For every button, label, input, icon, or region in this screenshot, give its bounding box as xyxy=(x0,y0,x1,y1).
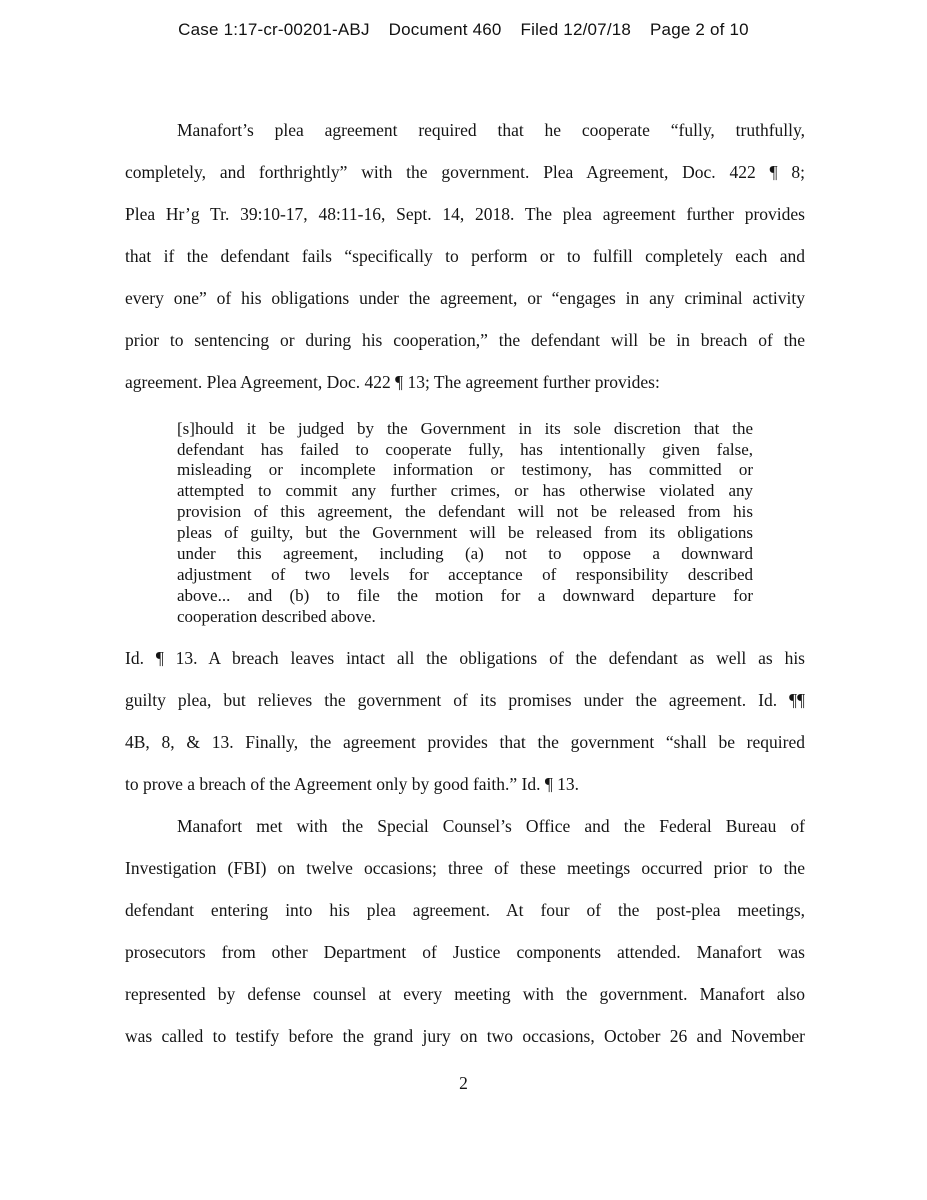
text-line: was called to testify before the grand jury on two occasions, October 26 and November xyxy=(125,1026,805,1046)
document-number: Document 460 xyxy=(388,20,502,39)
text-line: Manafort met with the Special Counsel’s Office and the Federal Bureau of xyxy=(177,816,805,836)
text-line: prosecutors from other Department of Justice components attended. Manafort was xyxy=(125,942,805,962)
quote-line: defendant has failed to cooperate fully, has intentionally given false, xyxy=(177,440,753,459)
text-line: Id. ¶ 13. A breach leaves intact all the obligations of the defendant as well as his xyxy=(125,648,805,668)
text-line: Manafort’s plea agreement required that he cooperate “fully, truthfully, xyxy=(177,120,805,140)
text-line: prior to sentencing or during his cooperation,” the defendant will be in breach of the xyxy=(125,330,805,350)
page-number: 2 xyxy=(459,1073,468,1093)
quote-line: above... and (b) to file the motion for a downward departure for xyxy=(177,586,753,605)
quote-line: provision of this agreement, the defendant will not be released from his xyxy=(177,502,753,521)
quote-line: attempted to commit any further crimes, or has otherwise violated any xyxy=(177,481,753,500)
text-line: every one” of his obligations under the agreement, or “engages in any criminal activity xyxy=(125,288,805,308)
quote-line: under this agreement, including (a) not to oppose a downward xyxy=(177,544,753,563)
case-header xyxy=(0,20,927,40)
quote-line: cooperation described above. xyxy=(177,607,376,626)
quote-line: adjustment of two levels for acceptance of responsibility described xyxy=(177,565,753,584)
text-line: Investigation (FBI) on twelve occasions; three of these meetings occurred prior to the xyxy=(125,858,805,878)
text-line: that if the defendant fails “specifically to perform or to fulfill completely each and xyxy=(125,246,805,266)
quote-line: misleading or incomplete information or testimony, has committed or xyxy=(177,460,753,479)
text-line: completely, and forthrightly” with the government. Plea Agreement, Doc. 422 ¶ 8; xyxy=(125,162,805,182)
filed-date: Filed 12/07/18 xyxy=(520,20,632,39)
text-line: Plea Hr’g Tr. 39:10-17, 48:11-16, Sept. 14, 2018. The plea agreement further provides xyxy=(125,204,805,224)
page-count: Page 2 of 10 xyxy=(650,20,749,39)
quote-line: pleas of guilty, but the Government will be released from its obligations xyxy=(177,523,753,542)
text-line: to prove a breach of the Agreement only by good faith.” Id. ¶ 13. xyxy=(125,774,580,794)
text-line: defendant entering into his plea agreement. At four of the post-plea meetings, xyxy=(125,900,805,920)
text-line: agreement. Plea Agreement, Doc. 422 ¶ 13; The agreement further provides: xyxy=(125,372,660,392)
quote-line: [s]hould it be judged by the Government in its sole discretion that the xyxy=(177,419,753,438)
text-line: 4B, 8, & 13. Finally, the agreement provides that the government “shall be required xyxy=(125,732,805,752)
text-line: guilty plea, but relieves the government of its promises under the agreement. Id. ¶¶ xyxy=(125,690,805,710)
case-number: Case 1:17-cr-00201-ABJ xyxy=(178,20,370,39)
text-line: represented by defense counsel at every meeting with the government. Manafort also xyxy=(125,984,805,1004)
